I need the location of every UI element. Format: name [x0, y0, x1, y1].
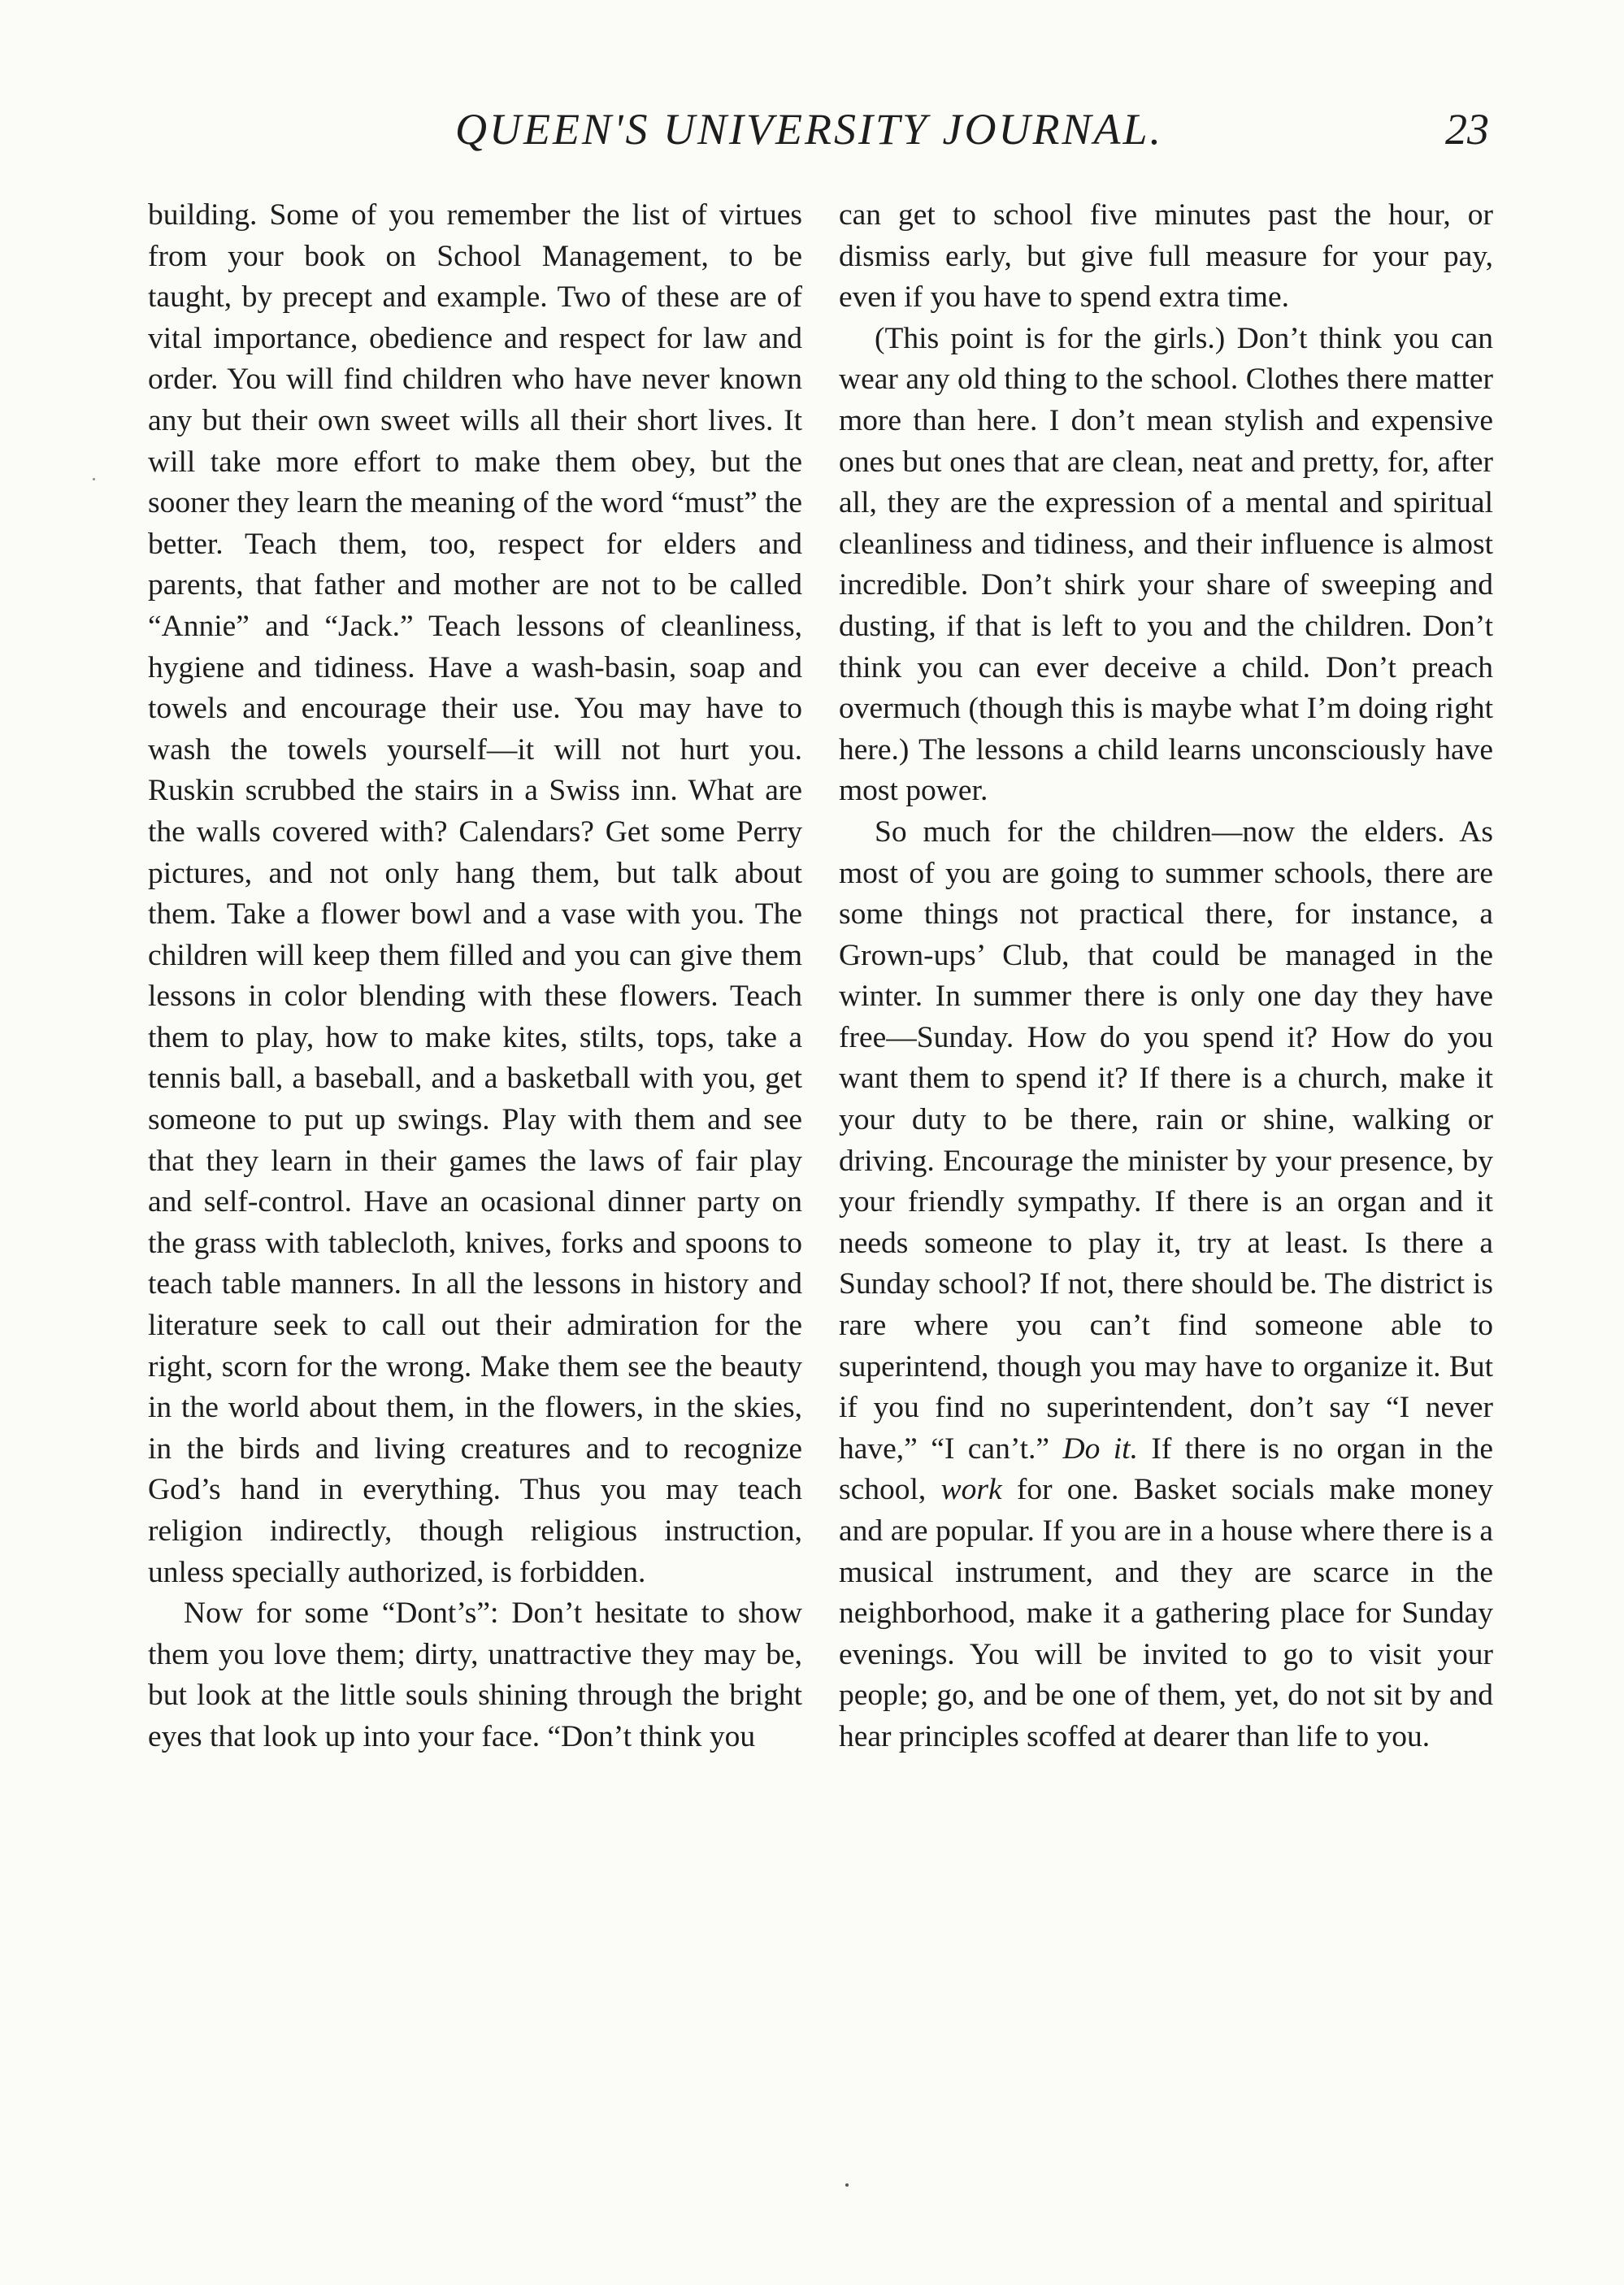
- print-speck: [93, 478, 95, 480]
- text-run: So much for the children—now the elders. As most of you are going to summer schools, there are some things not practical there, for instance, a Grown-ups’ Club, that could be managed in the winter. In summer there is only one day they have free—Sunday. How do you spend it? How do you want them to spend it? If there is a church, make it your duty to be there, rain or shine, walking or driving. Encourage the minister by your presence, by your friendly sympathy. If there is an organ and it needs someone to play it, try at least. Is there a Sunday school? If not, there should be. The district is rare where you can’t find someone able to superintend, though you may have to organize it. But if you find no superintendent, don’t say “I never have,” “I can’t.”: [839, 815, 1493, 1466]
- paragraph: can get to school five minutes past the hour, or dismiss early, but give full measure for your pay, even if you have to spend extra time.: [839, 198, 1493, 315]
- paragraph: [839, 812, 1493, 1758]
- left-column: [148, 195, 802, 1758]
- page-header: [0, 104, 1624, 169]
- text-run: for one. Basket socials make money and are popular. If you are in a house where there is a musical instrument, and they are scarce in the neighborhood, make it a gathering place for Sunday evenings. You will be invited to go to visit your people; go, and be one of them, yet, do not sit by and hear principles scoffed at dearer than life to you.: [839, 1473, 1493, 1753]
- page-number: 23: [1445, 105, 1489, 154]
- emphasis-text: Do it.: [1062, 1431, 1138, 1466]
- text-run: If there is no organ in the school,: [839, 1431, 1493, 1507]
- journal-title: QUEEN'S UNIVERSITY JOURNAL.: [455, 105, 1164, 154]
- right-column: [839, 195, 1493, 1758]
- paragraph: (This point is for the girls.) Don’t think you can wear any old thing to the school. Clothes there matter more than here. I don’t mean stylish and expensive ones but ones that are clean, neat and pretty, for, after all, they are the expression of a mental and spiritual cleanliness and tidiness, and their influence is almost incredible. Don’t shirk your share of sweeping and dusting, if that is left to you and the children. Don’t think you can ever deceive a child. Don’t preach overmuch (though this is maybe what I’m doing right here.) The lessons a child learns unconsciously have most power.: [839, 321, 1493, 808]
- paragraph: Now for some “Dont’s”: Don’t hesitate to show them you love them; dirty, unattractive they may be, but look at the little souls shining through the bright eyes that look up into your face. “Don’t think you: [148, 1596, 802, 1753]
- paragraph: building. Some of you remember the list of virtues from your book on School Management, to be taught, by precept and example. Two of these are of vital importance, obedience and respect for law and order. You will find children who have never known any but their own sweet wills all their short lives. It will take more effort to make them obey, but the sooner they learn the meaning of the word “must” the better. Teach them, too, respect for elders and parents, that father and mother are not to be called “Annie” and “Jack.” Teach lessons of cleanliness, hygiene and tidiness. Have a wash-basin, soap and towels and encourage their use. You may have to wash the towels yourself—it will not hurt you. Ruskin scrubbed the stairs in a Swiss inn. What are the walls covered with? Calendars? Get some Perry pictures, and not only hang them, but talk about them. Take a flower bowl and a vase with you. The children will keep them filled and you can give them lessons in color blending with these flowers. Teach them to play, how to make kites, stilts, tops, take a tennis ball, a baseball, and a basketball with you, get someone to put up swings. Play with them and see that they learn in their games the laws of fair play and self-control. Have an ocasional dinner party on the grass with tablecloth, knives, forks and spoons to teach table manners. In all the lessons in history and literature seek to call out their admiration for the right, scorn for the wrong. Make them see the beauty in the world about them, in the flowers, in the skies, in the birds and living creatures and to recognize God’s hand in everything. Thus you may teach religion indirectly, though religious instruction, unless specially authorized, is forbidden.: [148, 198, 802, 1589]
- emphasis-text: work: [940, 1473, 1002, 1507]
- print-speck: [845, 2183, 849, 2187]
